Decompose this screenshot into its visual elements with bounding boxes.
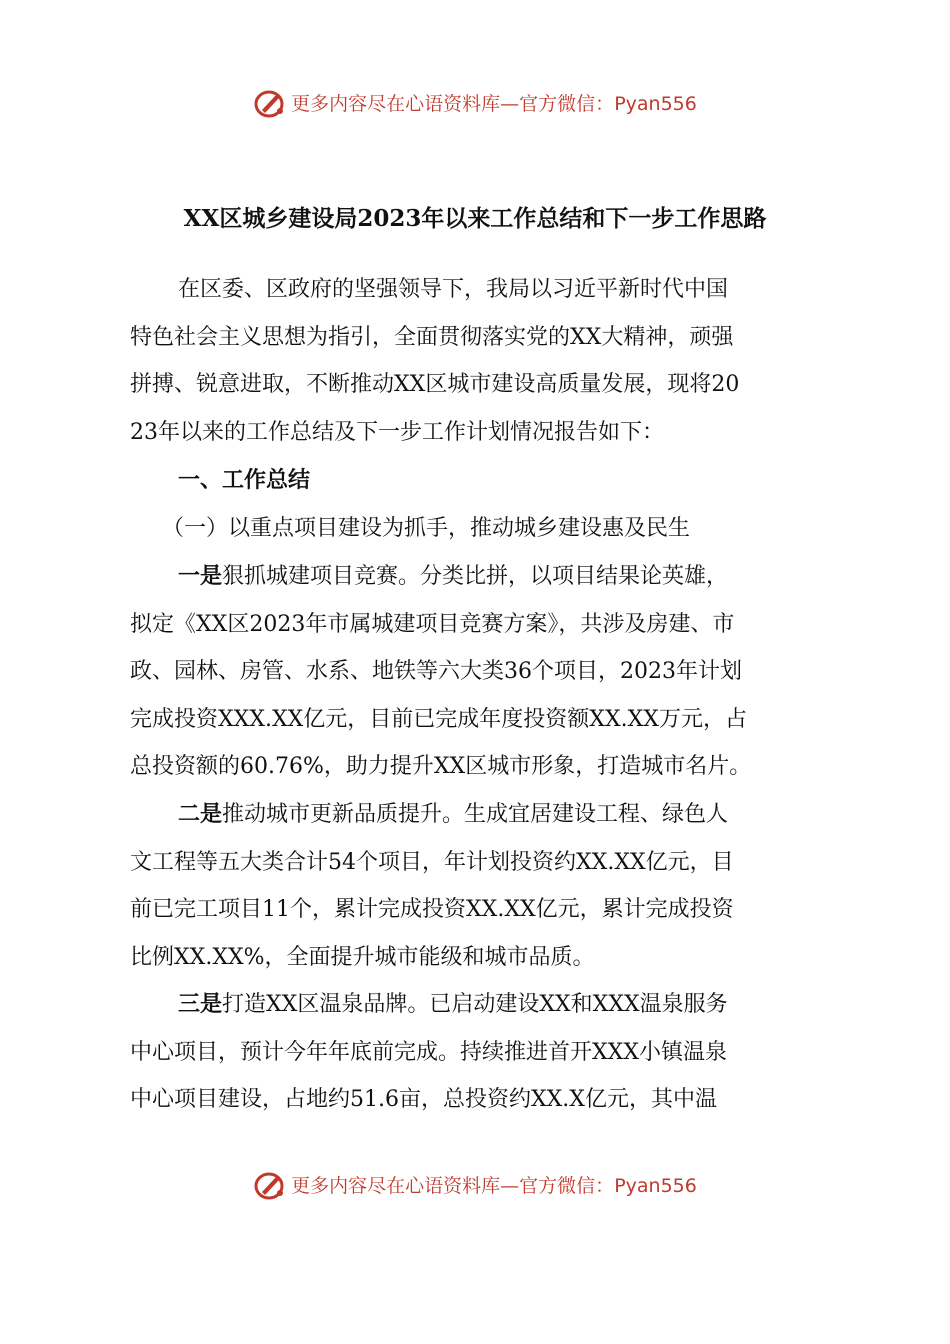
item-line: 拟定《XX区2023年市属城建项目竞赛方案》，共涉及房建、市	[130, 611, 735, 637]
item-paragraph-2	[130, 791, 830, 981]
item-line: 总投资额的60.76%，助力提升XX区城市形象，打造城市名片。	[130, 754, 752, 779]
item-line	[130, 553, 830, 601]
watermark-logo-icon	[253, 1171, 287, 1201]
item-line: 文工程等五大类合计54个项目，年计划投资约XX.XX亿元，目	[130, 849, 734, 875]
intro-line: 在区委、区政府的坚强领导下，我局以习近平新时代中国	[178, 277, 729, 302]
item-line: 政、园林、房管、水系、地铁等六大类36个项目，2023年计划	[130, 659, 742, 684]
document-title: XX区城乡建设局2023年以来工作总结和下一步工作思路	[183, 205, 767, 232]
intro-line: 拼搏、锐意进取，不断推动XX区城市建设高质量发展，现将20	[130, 372, 740, 397]
item-line: 完成投资XXX.XX亿元，目前已完成年度投资额XX.XX万元，占	[130, 706, 747, 732]
watermark-logo-icon	[253, 89, 287, 119]
watermark-banner-bottom	[0, 1171, 950, 1201]
item-lead: 一是	[178, 563, 223, 589]
watermark-wechat-id: Pyan556	[614, 93, 697, 115]
section-heading: 一、工作总结	[178, 467, 311, 493]
item-paragraph-3	[130, 981, 830, 1124]
watermark-banner-top	[0, 89, 950, 119]
item-paragraph-1	[130, 553, 830, 791]
item-lead: 三是	[178, 991, 223, 1017]
watermark-text: 更多内容尽在心语资料库	[291, 93, 501, 115]
item-line-text: 推动城市更新品质提升。生成宜居建设工程、绿色人	[222, 802, 729, 827]
item-line: 中心项目建设，占地约51.6亩，总投资约XX.X亿元，其中温	[130, 1087, 717, 1112]
item-line-text: 狠抓城建项目竞赛。分类比拼，以项目结果论英雄，	[222, 564, 729, 589]
watermark-dash: —	[500, 93, 520, 115]
watermark-wechat-label: 官方微信：	[519, 93, 615, 115]
item-line: 比例XX.XX%，全面提升城市能级和城市品质。	[130, 944, 595, 970]
watermark-wechat-label: 官方微信：	[519, 1175, 615, 1197]
subsection-heading: （一）以重点项目建设为抓手，推动城乡建设惠及民生	[162, 516, 691, 541]
intro-line: 23年以来的工作总结及下一步工作计划情况报告如下：	[130, 419, 664, 445]
watermark-dash: —	[500, 1175, 520, 1197]
watermark-wechat-id: Pyan556	[614, 1175, 697, 1197]
item-line	[130, 981, 830, 1029]
item-line: 前已完工项目11个，累计完成投资XX.XX亿元，累计完成投资	[130, 897, 734, 922]
item-lead: 二是	[178, 801, 223, 827]
item-line	[130, 791, 830, 839]
intro-paragraph	[130, 266, 830, 456]
intro-line: 特色社会主义思想为指引，全面贯彻落实党的XX大精神，顽强	[130, 324, 734, 350]
watermark-text: 更多内容尽在心语资料库	[291, 1175, 501, 1197]
item-line: 中心项目，预计今年年底前完成。持续推进首开XXX小镇温泉	[130, 1039, 727, 1065]
item-line-text: 打造XX区温泉品牌。已启动建设XX和XXX温泉服务	[222, 992, 728, 1017]
